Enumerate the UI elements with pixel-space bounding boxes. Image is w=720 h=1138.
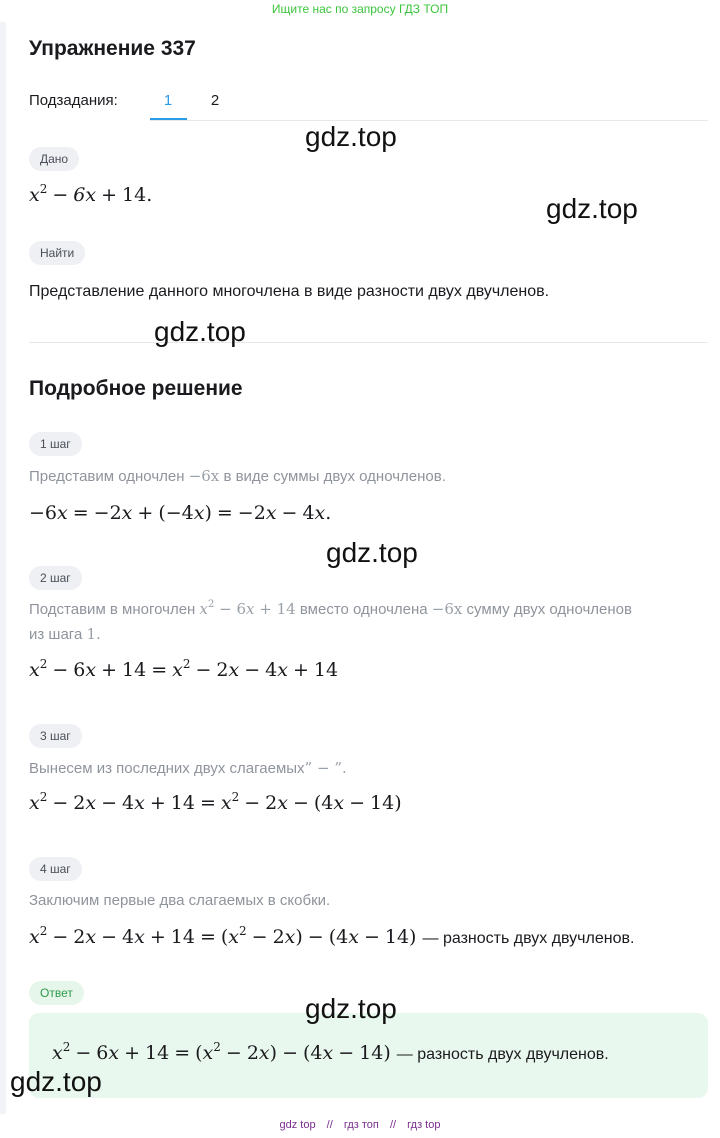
step-1-equation: −6x = −2x + (−4x) = −2x − 4x. — [29, 502, 332, 524]
step-2-text: Подставим в многочлен $x^2 - 6x + 14$ вместо одночлена −6x сумму двух одночленов — [29, 599, 632, 618]
step-4-text: Заключим первые два слагаемых в скобки. — [29, 892, 331, 909]
section-divider — [29, 342, 708, 343]
watermark: gdz.top — [546, 193, 638, 224]
step-3-chip: 3 шаг — [29, 724, 82, 748]
left-rule — [0, 22, 6, 1114]
step-1-chip: 1 шаг — [29, 432, 82, 456]
step-3-text: Вынесем из последних двух слагаемых” − ”. — [29, 759, 347, 777]
footer-link-2[interactable]: гдз топ — [343, 1119, 379, 1131]
given-expression: $x^2 - 6x + 14$. — [29, 182, 153, 206]
tab-subtask-2[interactable]: 2 — [210, 92, 220, 109]
step-3-equation: $x^2 - 2x - 4x + 14 = x^2 - 2x - (4x - 14)$ — [29, 790, 402, 814]
given-chip: Дано — [29, 147, 79, 171]
answer-chip: Ответ — [29, 981, 84, 1005]
tabs-divider — [150, 120, 708, 121]
step-1-text: Представим одночлен −6x в виде суммы двух одночленов. — [29, 467, 446, 485]
step-2-text-line2: из шага 1. — [29, 625, 101, 643]
footer — [0, 1119, 720, 1131]
page-title: Упражнение 337 — [29, 37, 196, 60]
watermark: gdz.top — [305, 121, 397, 152]
active-tab-indicator — [150, 118, 187, 120]
watermark: gdz.top — [10, 1066, 102, 1097]
step-2-equation: $x^2 - 6x + 14 = x^2 - 2x - 4x + 14$ — [29, 657, 339, 681]
watermark: gdz.top — [154, 316, 246, 347]
step-4-chip: 4 шаг — [29, 857, 82, 881]
footer-link-1[interactable]: gdz top — [279, 1119, 316, 1131]
footer-separator: // — [389, 1119, 397, 1131]
step-4-equation: $x^2 - 2x - 4x + 14 = (x^2 - 2x) - (4x - 14)$ — разность двух двучленов. — [29, 924, 635, 948]
answer-equation: $x^2 - 6x + 14 = (x^2 - 2x) - (4x - 14)$ — разность двух двучленов. — [52, 1040, 609, 1064]
footer-link-3[interactable]: гдз top — [407, 1119, 441, 1131]
top-banner[interactable]: Ищите нас по запросу ГДЗ ТОП — [271, 2, 449, 16]
watermark: gdz.top — [305, 993, 397, 1024]
subtasks-label: Подзадания: — [29, 92, 118, 109]
footer-separator: // — [326, 1119, 333, 1131]
tab-subtask-1[interactable]: 1 — [163, 92, 173, 109]
watermark: gdz.top — [326, 537, 418, 568]
step-2-chip: 2 шаг — [29, 566, 82, 590]
find-chip: Найти — [29, 241, 85, 265]
solution-title: Подробное решение — [29, 377, 243, 400]
find-text: Представление данного многочлена в виде разности двух двучленов. — [29, 283, 550, 300]
